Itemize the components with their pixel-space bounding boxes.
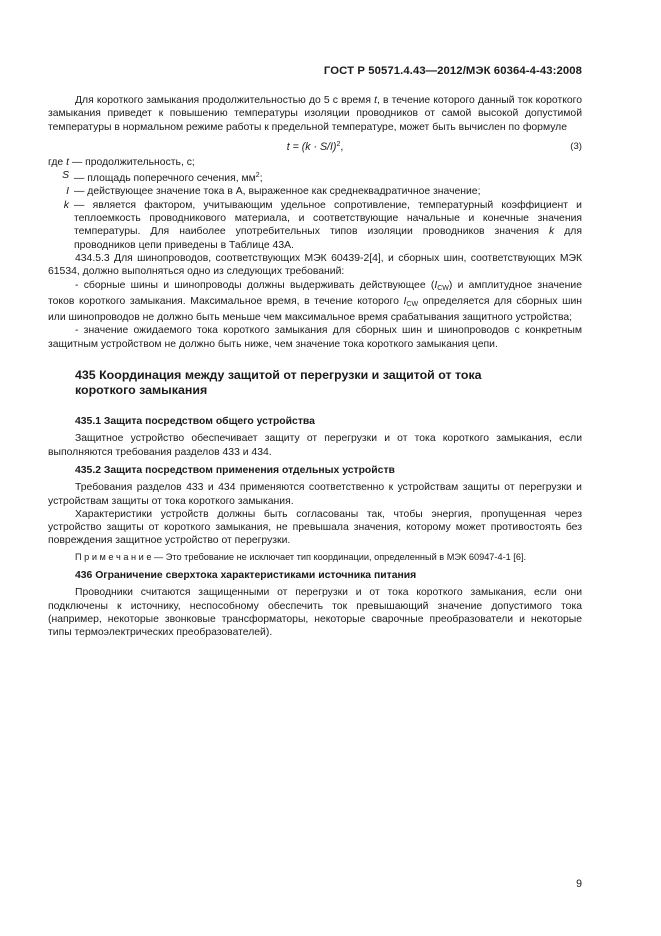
where-t-symbol: t [66,156,69,168]
heading-435-2: 435.2 Защита посредством применения отдельных устройств [75,464,395,476]
icw-symbol-1: I [434,279,438,291]
formula-exponent: 2 [336,140,341,148]
formula-number: (3) [570,140,582,152]
definition-s [48,169,582,185]
heading-435-1: 435.1 Защита посредством общего устройства [75,416,315,428]
where-t-desc: — продолжительность, с; [68,156,195,168]
icw-symbol-2: I [403,295,407,307]
paragraph-435-2-b: Характеристики устройств должны быть согласованы так, чтобы энергия, пропущенная через устройство защиты от короткого замыкания, не превышала значения, которому может противостоять без повреждения защитное устройство от перегрузки. [48,508,582,547]
definition-s-text: — площадь поперечного сечения, мм [74,173,256,185]
busbar-req1-text-c: определяется для сборных шин или шинопроводов не должно быть меньше чем максимальное время срабатывания защитного устройства; [48,295,582,324]
intro-text-a: Для короткого замыкания продолжительностью до 5 с время [75,95,375,106]
busbar-req1-text-b: ) и амплитудное значение токов короткого замыкания. Максимальное время, в течение которого [48,279,582,307]
where-lead: где [48,156,67,168]
definition-k [48,199,582,252]
definition-i [48,185,582,198]
symbol-k: k [63,199,69,211]
document-body [48,94,582,640]
intro-paragraph [48,94,582,134]
paragraph-435-2-a: Требования разделов 433 и 434 применяются соответственно к устройствам защиты от перегрузки и устройствам защиты от тока короткого замыкания. [48,482,582,507]
note [48,551,582,564]
icw-subscript-1: CW [437,284,449,292]
icw-subscript-2: CW [406,300,419,308]
page-number: 9 [576,878,582,890]
busbar-requirement-2: - значение ожидаемого тока короткого замыкания для сборных шин и шинопроводов с конкретным защитным устройством не должно быть ниже, чем значение тока короткого замыкания цепи. [48,325,582,350]
document-header: ГОСТ Р 50571.4.43—2012/МЭК 60364-4-43:2008 [323,65,582,77]
intro-text-b: , в течение которого данный ток короткого замыкания приведет к повышению температуры изоляции проводников от самой высокой допустимой температуры в нормальном режиме работы к предельной температуре, может быть вычислен по формуле [48,95,582,133]
formula-comma: , [340,140,344,153]
intro-t-symbol: t [374,95,377,106]
paragraph-436: Проводники считаются защищенными от перегрузки и от тока короткого замыкания, если они подключены к источнику, неспособному обеспечить ток превышающий значение допустимого тока (например, некоторые звонковые трансформаторы, некоторые сварочные преобразователи и некоторые типы термоэлектрических преобразователей). [48,587,582,639]
definition-k-end: для проводников цепи приведены в Таблице 43А. [74,226,582,251]
paragraph-435-1: Защитное устройство обеспечивает защиту от перегрузки и от тока короткого замыкания, если выполняются требования разделов 433 и 434. [48,433,582,458]
definition-s-end: ; [259,173,263,185]
heading-436: 436 Ограничение сверхтока характеристиками источника питания [75,570,417,582]
where-line [48,156,582,169]
symbol-i: I [66,186,69,198]
formula [48,138,582,154]
formula-text: t = (k · S/I) [286,140,337,153]
definition-k-text: — является фактором, учитывающим удельное сопротивление, температурный коэффициент и теплоемкость проводникового материала, и соответствующие начальные и конечные значения температуры. Для наиболее употребительных типов изоляции проводников значения [74,199,582,238]
note-label: П р и м е ч а н и е [75,551,152,562]
note-text: — Это требование не исключает тип координации, определенный в МЭК 60947-4-1 [6]. [151,551,527,562]
definition-s-sup: 2 [255,172,260,180]
section-435-heading: 435 Координация между защитой от перегрузки и защитой от тока короткого замыкания [75,368,482,398]
clause-434-5-3: 434.5.3 Для шинопроводов, соответствующих МЭК 60439-2[4], и сборных шин, соответствующих МЭК 61534, должно выполняться одно из следующих требований: [48,252,582,278]
busbar-req1-text-a: - сборные шины и шинопроводы должны выдерживать действующее ( [75,279,435,291]
definition-k-symbol: k [549,226,555,238]
formula-row [48,136,582,154]
definition-i-text: — действующее значение тока в А, выраженное как среднеквадратичное значение; [74,186,481,198]
busbar-requirement-1 [48,279,582,325]
symbol-s: S [62,170,69,182]
